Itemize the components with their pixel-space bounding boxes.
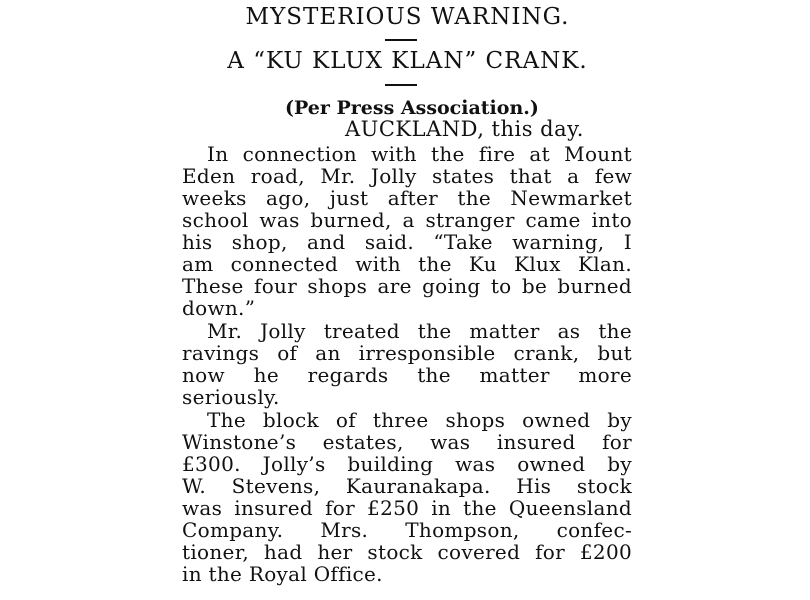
article-line: These four shops are going to be burned bbox=[182, 274, 632, 298]
newspaper-clipping bbox=[180, 0, 635, 600]
headline-divider bbox=[385, 84, 417, 86]
article-line: W. Stevens, Kauranakapa. His stock bbox=[182, 474, 632, 498]
article-line: Winstone’s estates, was insured for bbox=[182, 430, 632, 454]
article-line: Mr. Jolly treated the matter as the bbox=[207, 319, 632, 343]
article-line: weeks ago, just after the Newmarket bbox=[182, 186, 632, 210]
article-line: his shop, and said. “Take warning, I bbox=[182, 230, 632, 254]
article-line: Eden road, Mr. Jolly states that a few bbox=[182, 164, 632, 188]
article-line: school was burned, a stranger came into bbox=[182, 208, 632, 232]
article-line: The block of three shops owned by bbox=[207, 408, 632, 432]
article-line: ravings of an irresponsible crank, but bbox=[182, 341, 632, 365]
article-line: £300. Jolly’s building was owned by bbox=[182, 452, 632, 476]
article-line: In connection with the fire at Mount bbox=[207, 142, 632, 166]
article-line: Company. Mrs. Thompson, confec- bbox=[182, 518, 632, 542]
article-line: now he regards the matter more bbox=[182, 363, 632, 387]
article-line: am connected with the Ku Klux Klan. bbox=[182, 252, 632, 276]
article-line: seriously. bbox=[182, 385, 280, 409]
headline-sub: A “KU KLUX KLAN” CRANK. bbox=[227, 48, 588, 74]
headline-divider bbox=[385, 39, 417, 41]
article-line: in the Royal Office. bbox=[182, 562, 383, 586]
headline-main: MYSTERIOUS WARNING. bbox=[245, 4, 570, 30]
article-line: was insured for £250 in the Queensland bbox=[182, 496, 632, 520]
article-line: down.” bbox=[182, 296, 256, 320]
byline: (Per Press Association.) bbox=[285, 97, 539, 119]
article-line: tioner, had her stock covered for £200 bbox=[182, 540, 632, 564]
dateline: AUCKLAND, this day. bbox=[345, 117, 584, 141]
